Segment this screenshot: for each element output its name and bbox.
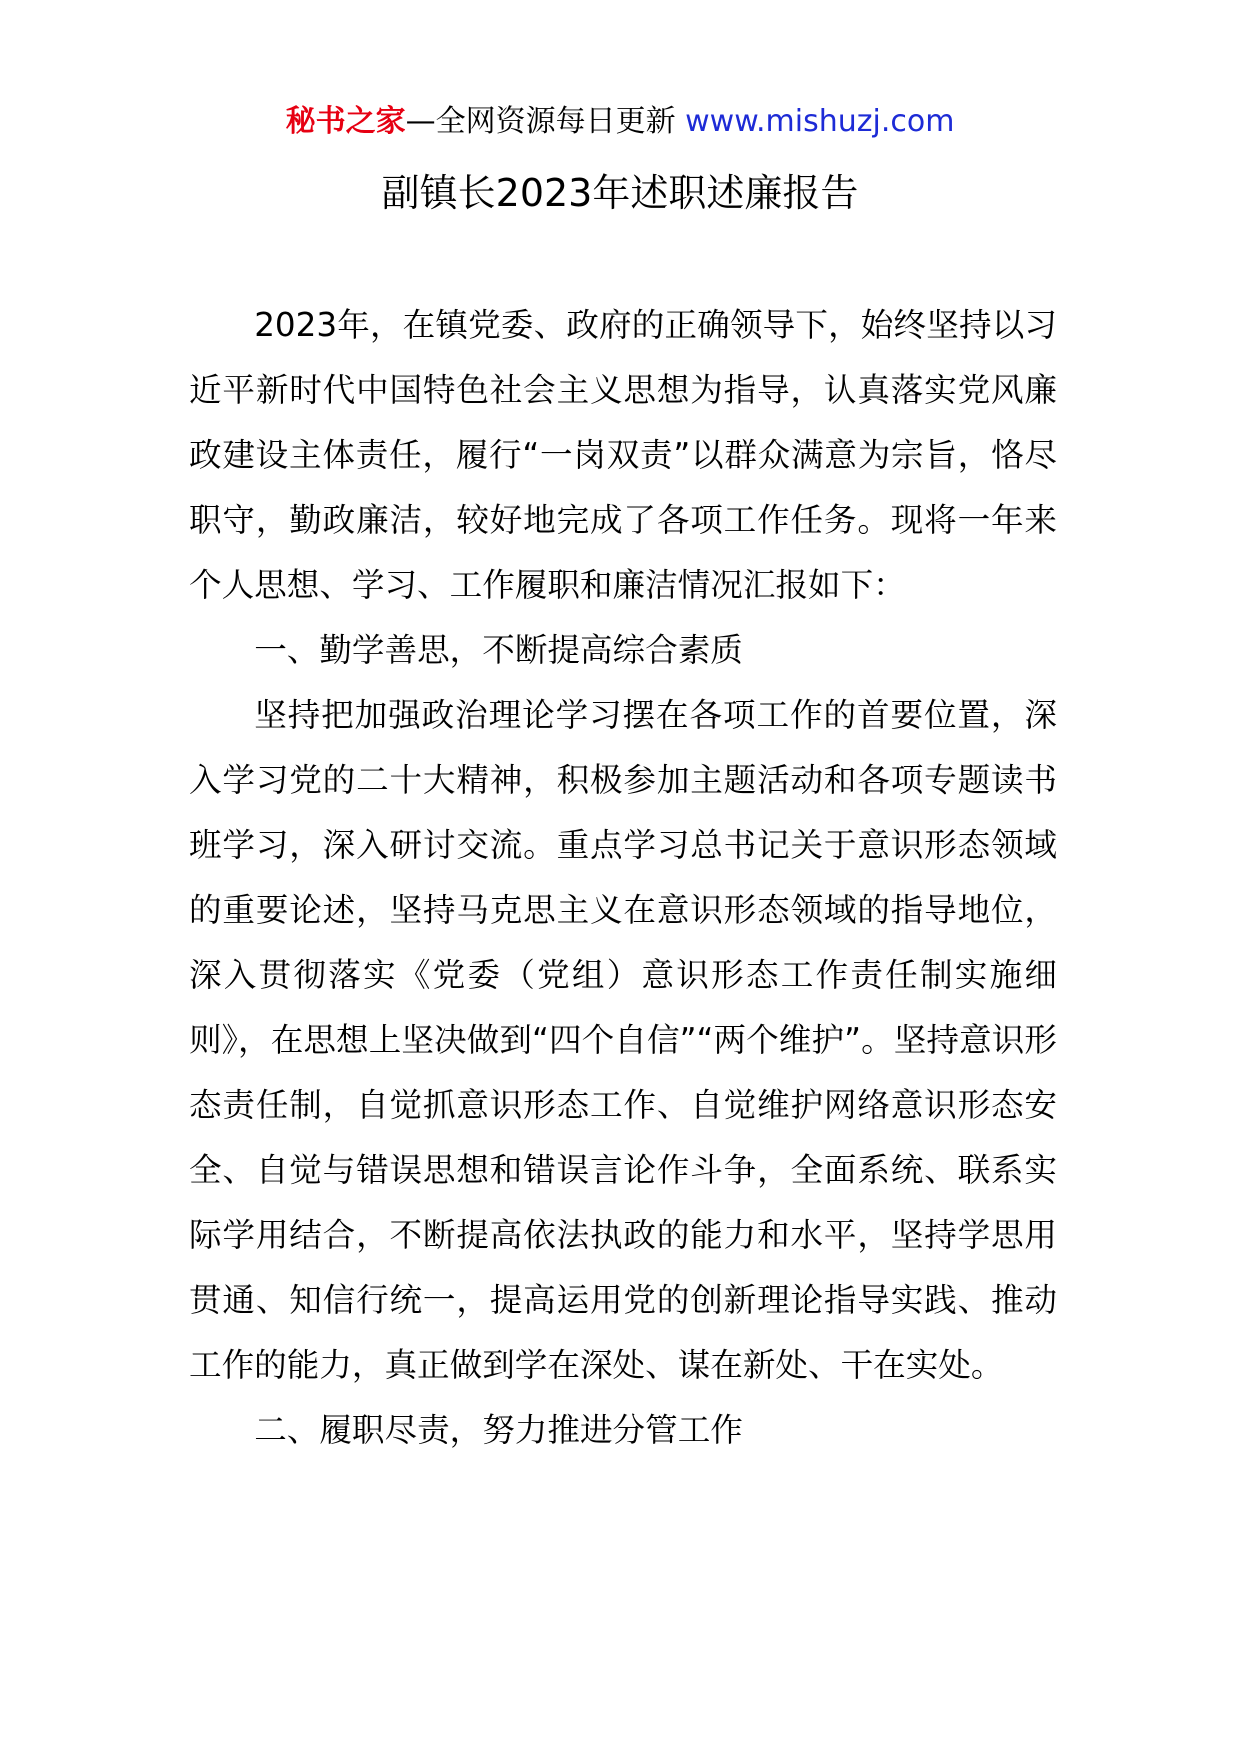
section-2-heading: 二、履职尽责，努力推进分管工作 xyxy=(254,1411,743,1449)
section-1-heading: 一、勤学善思，不断提高综合素质 xyxy=(254,631,743,669)
site-banner xyxy=(0,102,1240,142)
document-title: 副镇长2023年述职述廉报告 xyxy=(381,171,859,215)
section-1-paragraph: 坚持把加强政治理论学习摆在各项工作的首要位置，深入学习党的二十大精神，积极参加主题活动和各项专题读书班学习，深入研讨交流。重点学习总书记关于意识形态领域的重要论述，坚持马克思主义在意识形态领域的指导地位，深入贯彻落实《党委（党组）意识形态工作责任制实施细则》，在思想上坚决做到“四个自信”“两个维护”。坚持意识形态责任制，自觉抓意识形态工作、自觉维护网络意识形态安全、自觉与错误思想和错误言论作斗争，全面系统、联系实际学用结合，不断提高依法执政的能力和水平，坚持学思用贯通、知信行统一，提高运用党的创新理论指导实践、推动工作的能力，真正做到学在深处、谋在新处、干在实处。 xyxy=(189,696,1057,1384)
document-body xyxy=(189,293,1057,1463)
banner-tagline: —全网资源每日更新 xyxy=(405,104,686,139)
intro-paragraph: 2023年，在镇党委、政府的正确领导下，始终坚持以习近平新时代中国特色社会主义思想为指导，认真落实党风廉政建设主体责任，履行“一岗双责”以群众满意为宗旨，恪尽职守，勤政廉洁，较好地完成了各项工作任务。现将一年来个人思想、学习、工作履职和廉洁情况汇报如下： xyxy=(189,306,1057,604)
site-url-link[interactable]: www.mishuzj.com xyxy=(685,104,955,139)
brand-name: 秘书之家 xyxy=(285,104,406,139)
